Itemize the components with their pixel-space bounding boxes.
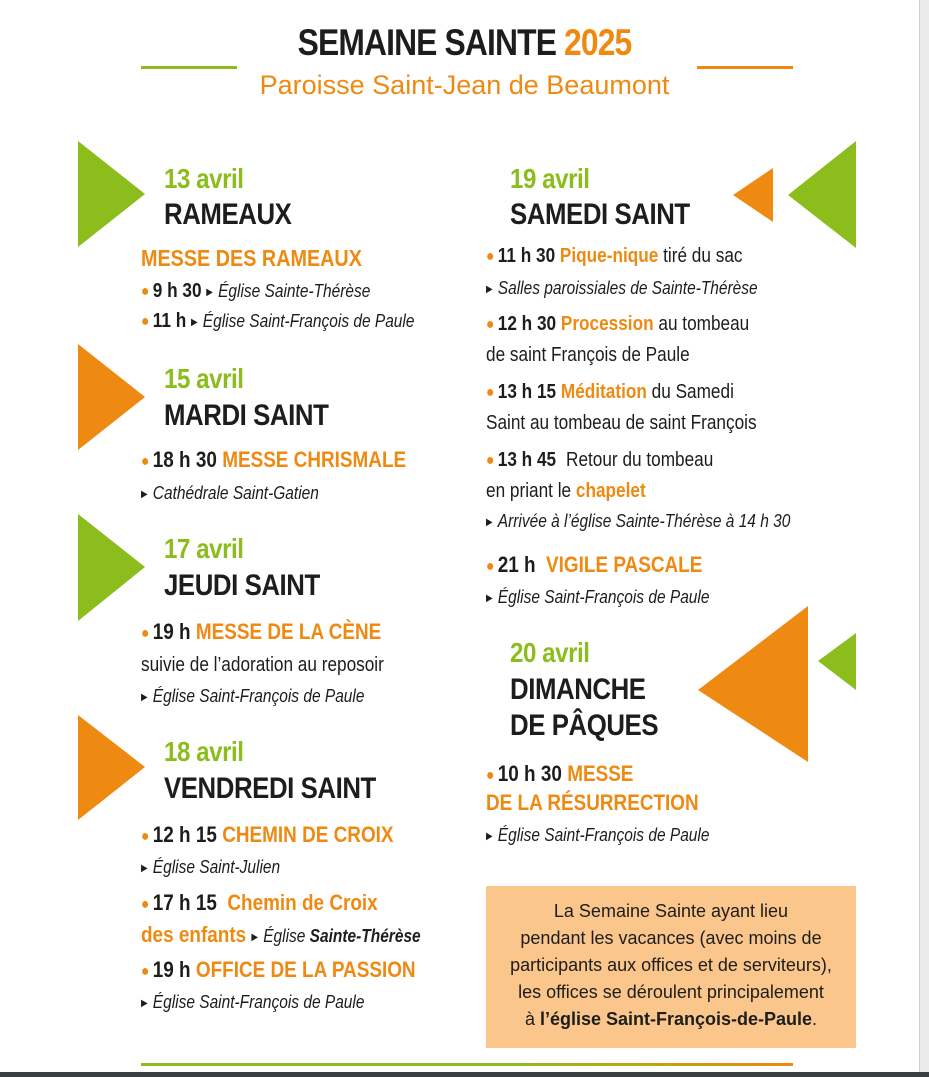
item-retour: ● 13 h 45 Retour du tombeau — [486, 449, 714, 471]
page-subtitle: Paroisse Saint-Jean de Beaumont — [259, 70, 670, 100]
loc-passion: ▶ Église Saint-François de Paule — [141, 992, 365, 1012]
loc-salles: ▶ Salles paroissiales de Sainte-Thérèse — [486, 278, 758, 298]
loc-cene: ▶ Église Saint-François de Paule — [141, 686, 365, 706]
loc-cathedrale: ▶ Cathédrale Saint-Gatien — [141, 483, 319, 503]
triangle-orange-18 — [78, 715, 145, 820]
title-rule-left — [141, 66, 237, 69]
day-de-paques: DE PÂQUES — [510, 709, 659, 742]
window-frame-bottom — [0, 1072, 929, 1077]
title-rule-right — [697, 66, 793, 69]
item-meditation: ● 13 h 15 Méditation du Samedi — [486, 381, 734, 403]
page-title — [65, 22, 864, 64]
date-20-avril: 20 avril — [510, 637, 590, 668]
bottom-rule — [141, 1063, 793, 1066]
item-resurrection: ● 10 h 30 MESSE — [486, 761, 634, 786]
day-mardi-saint: MARDI SAINT — [164, 399, 329, 432]
item-chrismale: ● 18 h 30 MESSE CHRISMALE — [141, 447, 407, 472]
note-line-3: participants aux offices et de serviteurs), — [510, 955, 832, 975]
date-13-avril: 13 avril — [164, 163, 244, 194]
item-chemin-enfants: ● 17 h 15 Chemin de Croix — [141, 890, 378, 915]
item-cene: ● 19 h MESSE DE LA CÈNE — [141, 619, 382, 644]
loc-vigile: ▶ Église Saint-François de Paule — [486, 587, 710, 607]
triangle-green-17 — [78, 514, 145, 621]
item-retour-2: en priant le chapelet — [486, 480, 646, 502]
item-chemin-enfants-2: des enfants ▶ Église Sainte-Thérèse — [141, 922, 421, 947]
triangle-green-13 — [78, 141, 145, 247]
subheading-messe-rameaux: MESSE DES RAMEAUX — [141, 245, 362, 271]
window-frame-right — [919, 0, 929, 1077]
triangle-orange-20 — [698, 606, 808, 762]
title-year: 2025 — [564, 22, 632, 63]
note-line-4: les offices se déroulent principalement — [518, 982, 824, 1002]
item-rameaux-930: ● 9 h 30 ▶ Église Sainte-Thérèse — [141, 280, 371, 302]
item-vigile: ● 21 h VIGILE PASCALE — [486, 552, 703, 577]
item-meditation-2: Saint au tombeau de saint François — [486, 412, 757, 434]
info-note — [486, 886, 856, 1048]
triangle-green-19 — [788, 141, 856, 248]
item-chemin-croix: ● 12 h 15 CHEMIN DE CROIX — [141, 822, 394, 847]
note-line-1: La Semaine Sainte ayant lieu — [553, 901, 789, 921]
loc-resurrection: ▶ Église Saint-François de Paule — [486, 825, 710, 845]
date-17-avril: 17 avril — [164, 533, 244, 564]
date-15-avril: 15 avril — [164, 363, 244, 394]
day-samedi-saint: SAMEDI SAINT — [510, 198, 690, 231]
note-line-5: à l’église Saint-François-de-Paule. — [524, 1009, 818, 1029]
day-jeudi-saint: JEUDI SAINT — [164, 569, 320, 602]
note-line-2: pendant les vacances (avec moins de — [520, 928, 822, 948]
day-vendredi-saint: VENDREDI SAINT — [164, 772, 376, 805]
loc-arrivee: ▶ Arrivée à l’église Sainte-Thérèse à 14 h 30 — [486, 511, 791, 531]
bullet: ● — [141, 313, 150, 330]
title-main: SEMAINE SAINTE — [297, 22, 557, 63]
day-dimanche: DIMANCHE — [510, 673, 646, 706]
day-rameaux: RAMEAUX — [164, 198, 292, 231]
item-pique-nique: ● 11 h 30 Pique-nique tiré du sac — [486, 245, 743, 267]
date-18-avril: 18 avril — [164, 736, 244, 767]
item-office-passion: ● 19 h OFFICE DE LA PASSION — [141, 957, 416, 982]
item-procession-2: de saint François de Paule — [486, 344, 690, 366]
triangle-orange-15 — [78, 344, 145, 450]
detail-adoration: suivie de l’adoration au reposoir — [141, 654, 384, 676]
bullet: ● — [141, 283, 150, 300]
item-rameaux-11h: ● 11 h ▶ Église Saint-François de Paule — [141, 310, 415, 332]
item-resurrection-2: DE LA RÉSURRECTION — [486, 790, 699, 815]
date-19-avril: 19 avril — [510, 163, 590, 194]
triangle-orange-19 — [733, 168, 773, 222]
triangle-green-20 — [818, 633, 856, 690]
item-procession: ● 12 h 30 Procession au tombeau — [486, 313, 750, 335]
loc-saint-julien: ▶ Église Saint-Julien — [141, 857, 281, 877]
